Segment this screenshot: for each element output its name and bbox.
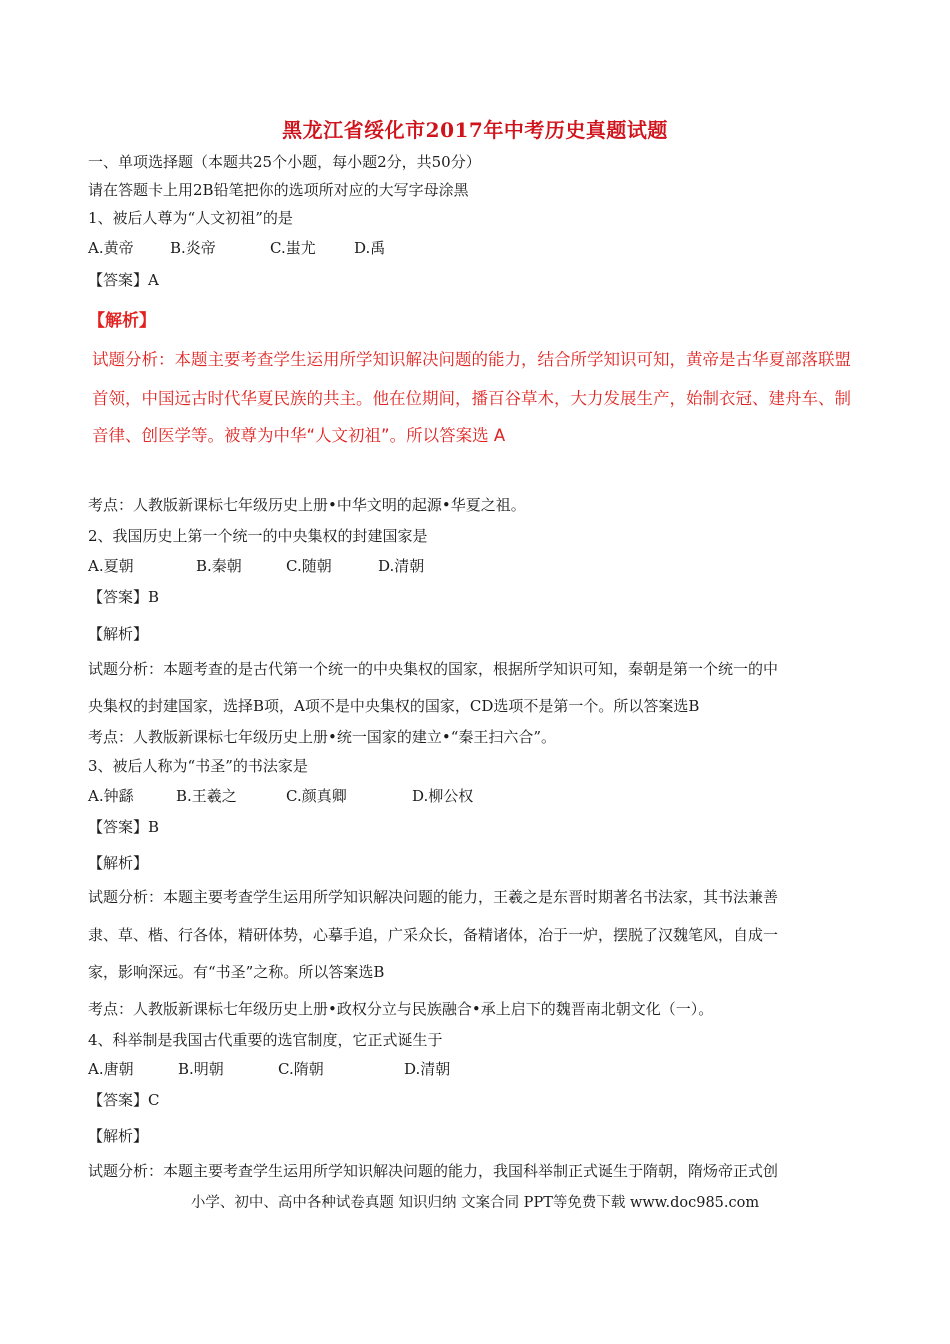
answer-2: 【答案】B bbox=[88, 588, 160, 606]
analysis-1-line-1: 试题分析：本题主要考查学生运用所学知识解决问题的能力，结合所学知识可知，黄帝是古华夏部落联盟 bbox=[92, 350, 851, 369]
section-heading: 一、单项选择题（本题共25个小题，每小题2分，共50分） bbox=[88, 153, 481, 171]
option-d: D.清朝 bbox=[378, 557, 425, 575]
option-b: B.秦朝 bbox=[196, 557, 242, 575]
answer-3: 【答案】B bbox=[88, 818, 160, 836]
question-3: 3、被后人称为“书圣”的书法家是 bbox=[88, 757, 308, 775]
analysis-1-line-3: 音律、创医学等。被尊为中华“人文初祖”。所以答案选 A bbox=[92, 426, 506, 445]
question-2: 2、我国历史上第一个统一的中央集权的封建国家是 bbox=[88, 527, 428, 545]
question-3-options bbox=[88, 786, 473, 806]
option-c: C.颜真卿 bbox=[286, 787, 347, 805]
option-b: B.明朝 bbox=[178, 1060, 224, 1078]
instruction: 请在答题卡上用2B铅笔把你的选项所对应的大写字母涂黑 bbox=[88, 181, 469, 199]
question-4: 4、科举制是我国古代重要的选官制度，它正式诞生于 bbox=[88, 1031, 443, 1049]
analysis-3-line-1: 试题分析：本题主要考查学生运用所学知识解决问题的能力，王羲之是东晋时期著名书法家，其书法兼善 bbox=[88, 888, 779, 906]
kaodian-3: 考点：人教版新课标七年级历史上册•政权分立与民族融合•承上启下的魏晋南北朝文化（一）。 bbox=[88, 1000, 714, 1018]
option-d: D.柳公权 bbox=[412, 787, 474, 805]
analysis-3-line-2: 隶、草、楷、行各体，精研体势，心摹手追，广采众长，备精诸体，冶于一炉，摆脱了汉魏笔风，自成一 bbox=[88, 926, 779, 944]
analysis-2-line-1: 试题分析：本题考查的是古代第一个统一的中央集权的国家，根据所学知识可知，秦朝是第一个统一的中 bbox=[88, 660, 779, 678]
analysis-4-line-1: 试题分析：本题主要考查学生运用所学知识解决问题的能力，我国科举制正式诞生于隋朝，隋炀帝正式创 bbox=[88, 1162, 779, 1180]
option-b: B.炎帝 bbox=[170, 239, 216, 257]
option-a: A.夏朝 bbox=[88, 557, 134, 575]
option-a: A.黄帝 bbox=[88, 239, 134, 257]
analysis-2-line-2: 央集权的封建国家，选择B项，A项不是中央集权的国家，CD选项不是第一个。所以答案选B bbox=[88, 697, 700, 715]
analysis-label-1: 【解析】 bbox=[88, 311, 156, 331]
option-a: A.钟繇 bbox=[88, 787, 134, 805]
question-4-options bbox=[88, 1059, 450, 1079]
page-title: 黑龙江省绥化市2017年中考历史真题试题 bbox=[282, 118, 668, 142]
option-c: C.蚩尤 bbox=[270, 239, 316, 257]
question-1-options bbox=[88, 238, 385, 258]
kaodian-2: 考点：人教版新课标七年级历史上册•统一国家的建立•“秦王扫六合”。 bbox=[88, 728, 557, 746]
question-2-options bbox=[88, 556, 424, 576]
page-footer: 小学、初中、高中各种试卷真题 知识归纳 文案合同 PPT等免费下载 www.doc985.com bbox=[190, 1195, 760, 1211]
option-a: A.唐朝 bbox=[88, 1060, 134, 1078]
answer-1: 【答案】A bbox=[88, 271, 159, 289]
analysis-label-2: 【解析】 bbox=[88, 625, 149, 643]
analysis-3-line-3: 家，影响深远。有“书圣”之称。所以答案选B bbox=[88, 963, 385, 981]
option-c: C.随朝 bbox=[286, 557, 332, 575]
answer-4: 【答案】C bbox=[88, 1091, 160, 1109]
option-c: C.隋朝 bbox=[278, 1060, 324, 1078]
analysis-1-line-2: 首领，中国远古时代华夏民族的共主。他在位期间，播百谷草木，大力发展生产，始制衣冠、建舟车、制 bbox=[92, 389, 851, 408]
analysis-label-4: 【解析】 bbox=[88, 1127, 149, 1145]
option-d: D.清朝 bbox=[404, 1060, 451, 1078]
option-d: D.禹 bbox=[354, 239, 386, 257]
option-b: B.王羲之 bbox=[176, 787, 237, 805]
kaodian-1: 考点：人教版新课标七年级历史上册•中华文明的起源•华夏之祖。 bbox=[88, 496, 526, 514]
analysis-label-3: 【解析】 bbox=[88, 854, 149, 872]
question-1: 1、被后人尊为“人文初祖”的是 bbox=[88, 209, 293, 227]
